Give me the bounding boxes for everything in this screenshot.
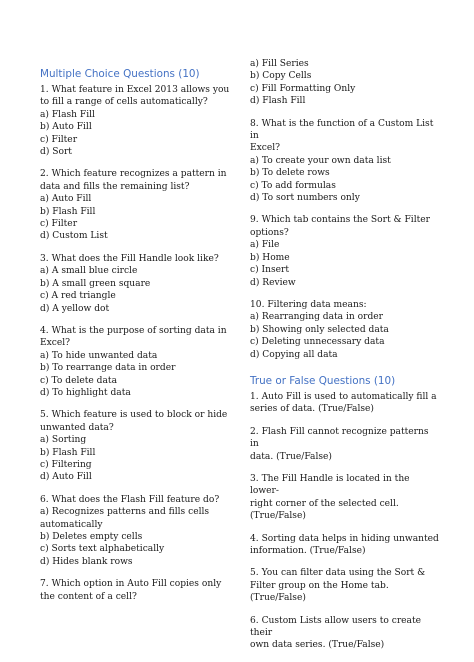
answer-option: b) Flash Fill — [40, 447, 96, 458]
answer-option: d) To highlight data — [40, 387, 131, 398]
answer-option: c) A red triangle — [40, 291, 116, 302]
answer-option: c) Filtering — [40, 459, 92, 470]
answer-option: a) Auto Fill — [40, 194, 92, 205]
answer-option: a) Fill Series — [250, 59, 309, 69]
answer-option: a) To hide unwanted data — [40, 350, 158, 361]
answer-option: d) Review — [250, 277, 296, 288]
answer-option: c) To add formulas — [250, 180, 336, 191]
answer-option: d) To sort numbers only — [250, 193, 360, 204]
answer-option: b) Deletes empty cells — [40, 532, 143, 542]
right-column — [250, 58, 440, 662]
answer-option: d) Custom List — [40, 231, 108, 242]
answer-option: d) Auto Fill — [40, 472, 92, 483]
answer-option: c) Sorts text alphabetically — [40, 544, 165, 555]
question-block-continued — [250, 58, 440, 108]
true-false-item: 5. You can filter data using the Sort & Filter group on the Home tab. (True/False) — [250, 568, 426, 604]
answer-option: d) Hides blank rows — [40, 556, 133, 567]
answer-option: b) To delete rows — [250, 168, 330, 179]
answer-option: b) Copy Cells — [250, 71, 312, 82]
true-false-item: 2. Flash Fill cannot recognize patterns in data. (True/False) — [250, 426, 429, 462]
answer-option: a) A small blue circle — [40, 266, 138, 277]
answer-option: a) Sorting — [40, 435, 87, 446]
answer-option: d) Flash Fill — [250, 96, 306, 107]
answer-option: c) Insert — [250, 265, 290, 276]
answer-option: c) Filter — [40, 219, 78, 230]
answer-option: c) Filter — [40, 134, 78, 145]
question-block — [250, 118, 440, 205]
answer-option: d) Copying all data — [250, 349, 338, 360]
answer-option: d) Sort — [40, 147, 72, 158]
answer-option: a) Flash Fill — [40, 109, 95, 120]
true-false-item: 6. Custom Lists allow users to create their own data series. (True/False) — [250, 615, 422, 651]
answer-option: d) A yellow dot — [40, 303, 110, 314]
answer-option: b) Flash Fill — [40, 206, 96, 217]
answer-option: b) To rearrange data in order — [40, 363, 176, 374]
true-false-item: 3. The Fill Handle is located in the lower- right corner of the selected cell. (True/False) — [250, 473, 410, 522]
question-text: 7. Which option in Auto Fill copies only the content of a cell? — [40, 579, 222, 602]
answer-option: b) A small green square — [40, 278, 151, 289]
question-block — [40, 494, 230, 568]
true-false-item: 4. Sorting data helps in hiding unwanted information. (True/False) — [250, 533, 439, 556]
question-block — [40, 409, 230, 483]
question-text: 3. What does the Fill Handle look like? — [40, 253, 219, 264]
question-block — [40, 578, 230, 603]
question-text: 5. Which feature is used to block or hide unwanted data? — [40, 410, 228, 433]
question-block — [40, 253, 230, 315]
question-block — [40, 168, 230, 242]
question-text: 9. Which tab contains the Sort & Filter options? — [250, 215, 431, 238]
answer-option: b) Auto Fill — [40, 122, 92, 133]
answer-option: c) To delete data — [40, 375, 117, 386]
question-text: 4. What is the purpose of sorting data in Excel? — [40, 325, 227, 349]
answer-option: a) File — [250, 240, 280, 251]
answer-option: b) Showing only selected data — [250, 324, 389, 335]
answer-option: a) Rearranging data in order — [250, 312, 384, 323]
question-text: 6. What does the Flash Fill feature do? — [40, 494, 220, 505]
question-text: 2. Which feature recognizes a pattern in data and fills the remaining list? — [40, 169, 227, 192]
answer-option: b) Home — [250, 252, 290, 263]
tf-section-heading: True or False Questions (10) — [250, 374, 396, 387]
question-block — [250, 299, 440, 361]
question-block — [40, 325, 230, 399]
mcq-section-heading: Multiple Choice Questions (10) — [40, 68, 200, 80]
question-text: 1. What feature in Excel 2013 allows you to fill a range of cells automatically? — [40, 85, 230, 108]
question-text: 10. Filtering data means: — [250, 299, 367, 310]
question-block — [40, 84, 230, 158]
left-column — [40, 68, 230, 613]
question-block — [250, 214, 440, 288]
answer-option: c) Fill Formatting Only — [250, 83, 356, 94]
true-false-item: 1. Auto Fill is used to automatically fill a series of data. (True/False) — [250, 391, 437, 415]
answer-option: c) Deleting unnecessary data — [250, 337, 385, 348]
question-text: 8. What is the function of a Custom List in Excel? — [250, 118, 434, 154]
answer-option: a) Recognizes patterns and fills cells automatically — [40, 507, 210, 530]
answer-option: a) To create your own data list — [250, 155, 391, 166]
